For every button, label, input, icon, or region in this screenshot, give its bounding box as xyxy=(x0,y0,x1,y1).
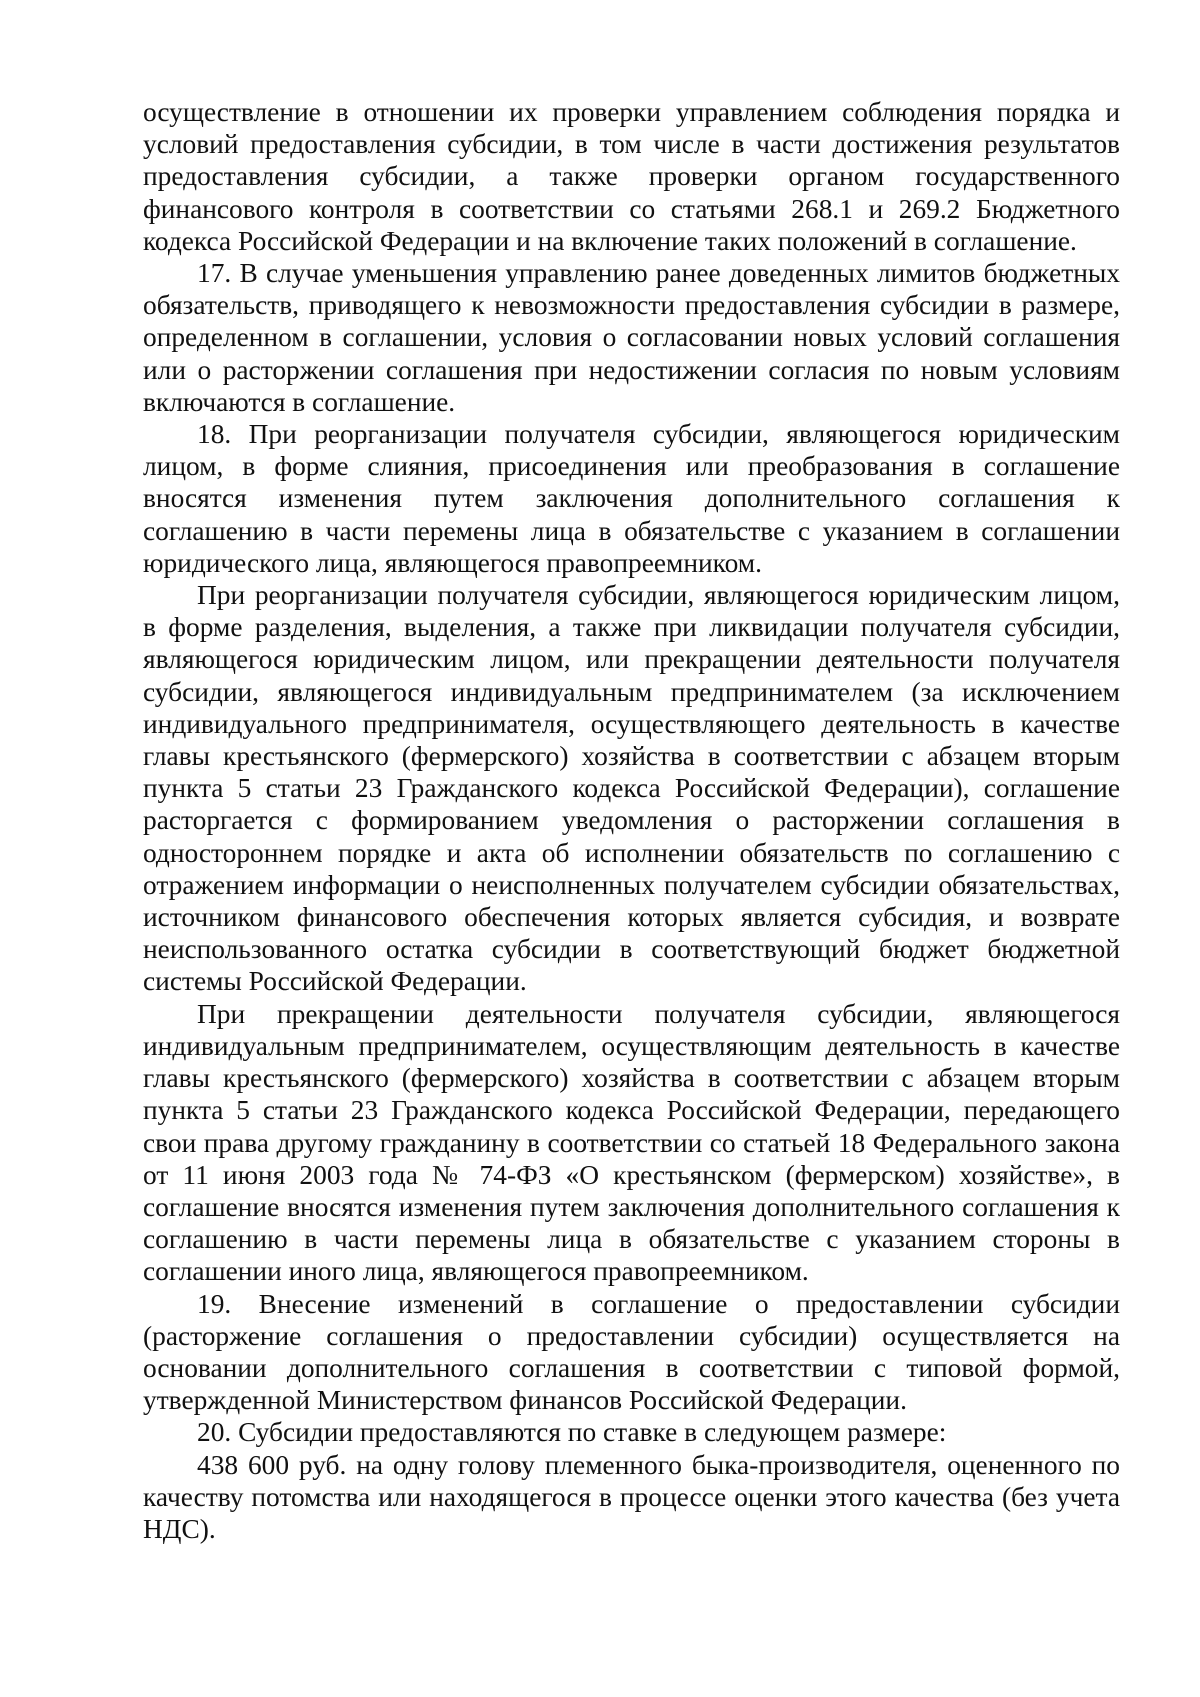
paragraph-continuation: осуществление в отношении их проверки управлением соблюдения порядка и условий предоставления субсидии, в том числе в части достижения результатов предоставления субсидии, а также проверки органом государственного финансового контроля в соответствии со статьями 268.1 и 269.2 Бюджетного кодекса Российской Федерации и на включение таких положений в соглашение. xyxy=(143,97,1120,256)
paragraph-rate: 438 600 руб. на одну голову племенного быка-производителя, оцененного по качеству потомства или находящегося в процессе оценки этого качества (без учета НДС). xyxy=(143,1449,1120,1544)
paragraph-item-20: 20. Субсидии предоставляются по ставке в следующем размере: xyxy=(197,1417,947,1448)
paragraph-item-18-part-3: При прекращении деятельности получателя субсидии, являющегося индивидуальным предпринимателем, осуществляющим деятельность в качестве главы крестьянского (фермерского) хозяйства в соответствии с абзацем вторым пункта 5 статьи 23 Гражданского кодекса Российской Федерации, передающего свои права другому гражданину в соответствии со статьей 18 Федерального закона от 11 июня 2003 года № 74-ФЗ «О крестьянском (фермерском) хозяйстве», в соглашение вносятся изменения путем заключения дополнительного соглашения к соглашению в части перемены лица в обязательстве с указанием стороны в соглашении иного лица, являющегося правопреемником. xyxy=(143,998,1120,1287)
document-page xyxy=(143,96,1120,1545)
paragraph-item-18-part-2: При реорганизации получателя субсидии, являющегося юридическим лицом, в форме разделения, выделения, а также при ликвидации получателя субсидии, являющегося юридическим лицом, или прекращении деятельности получателя субсидии, являющегося индивидуальным предпринимателем (за исключением индивидуального предпринимателя, осуществляющего деятельность в качестве главы крестьянского (фермерского) хозяйства в соответствии с абзацем вторым пункта 5 статьи 23 Гражданского кодекса Российской Федерации), соглашение расторгается с формированием уведомления о расторжении соглашения в одностороннем порядке и акта об исполнении обязательств по соглашению с отражением информации о неисполненных получателем субсидии обязательствах, источником финансового обеспечения которых является субсидия, и возврате неиспользованного остатка субсидии в соответствующий бюджет бюджетной системы Российской Федерации. xyxy=(143,580,1120,997)
paragraph-item-18: 18. При реорганизации получателя субсидии, являющегося юридическим лицом, в форме слияния, присоединения или преобразования в соглашение вносятся изменения путем заключения дополнительного соглашения к соглашению в части перемены лица в обязательстве с указанием в соглашении юридического лица, являющегося правопреемником. xyxy=(143,419,1120,578)
paragraph-item-17: 17. В случае уменьшения управлению ранее доведенных лимитов бюджетных обязательств, приводящего к невозможности предоставления субсидии в размере, определенном в соглашении, условия о согласовании новых условий соглашения или о расторжении соглашения при недостижении согласия по новым условиям включаются в соглашение. xyxy=(143,258,1120,417)
paragraph-item-19: 19. Внесение изменений в соглашение о предоставлении субсидии (расторжение соглашения о предоставлении субсидии) осуществляется на основании дополнительного соглашения в соответствии с типовой формой, утвержденной Министерством финансов Российской Федерации. xyxy=(143,1288,1120,1416)
